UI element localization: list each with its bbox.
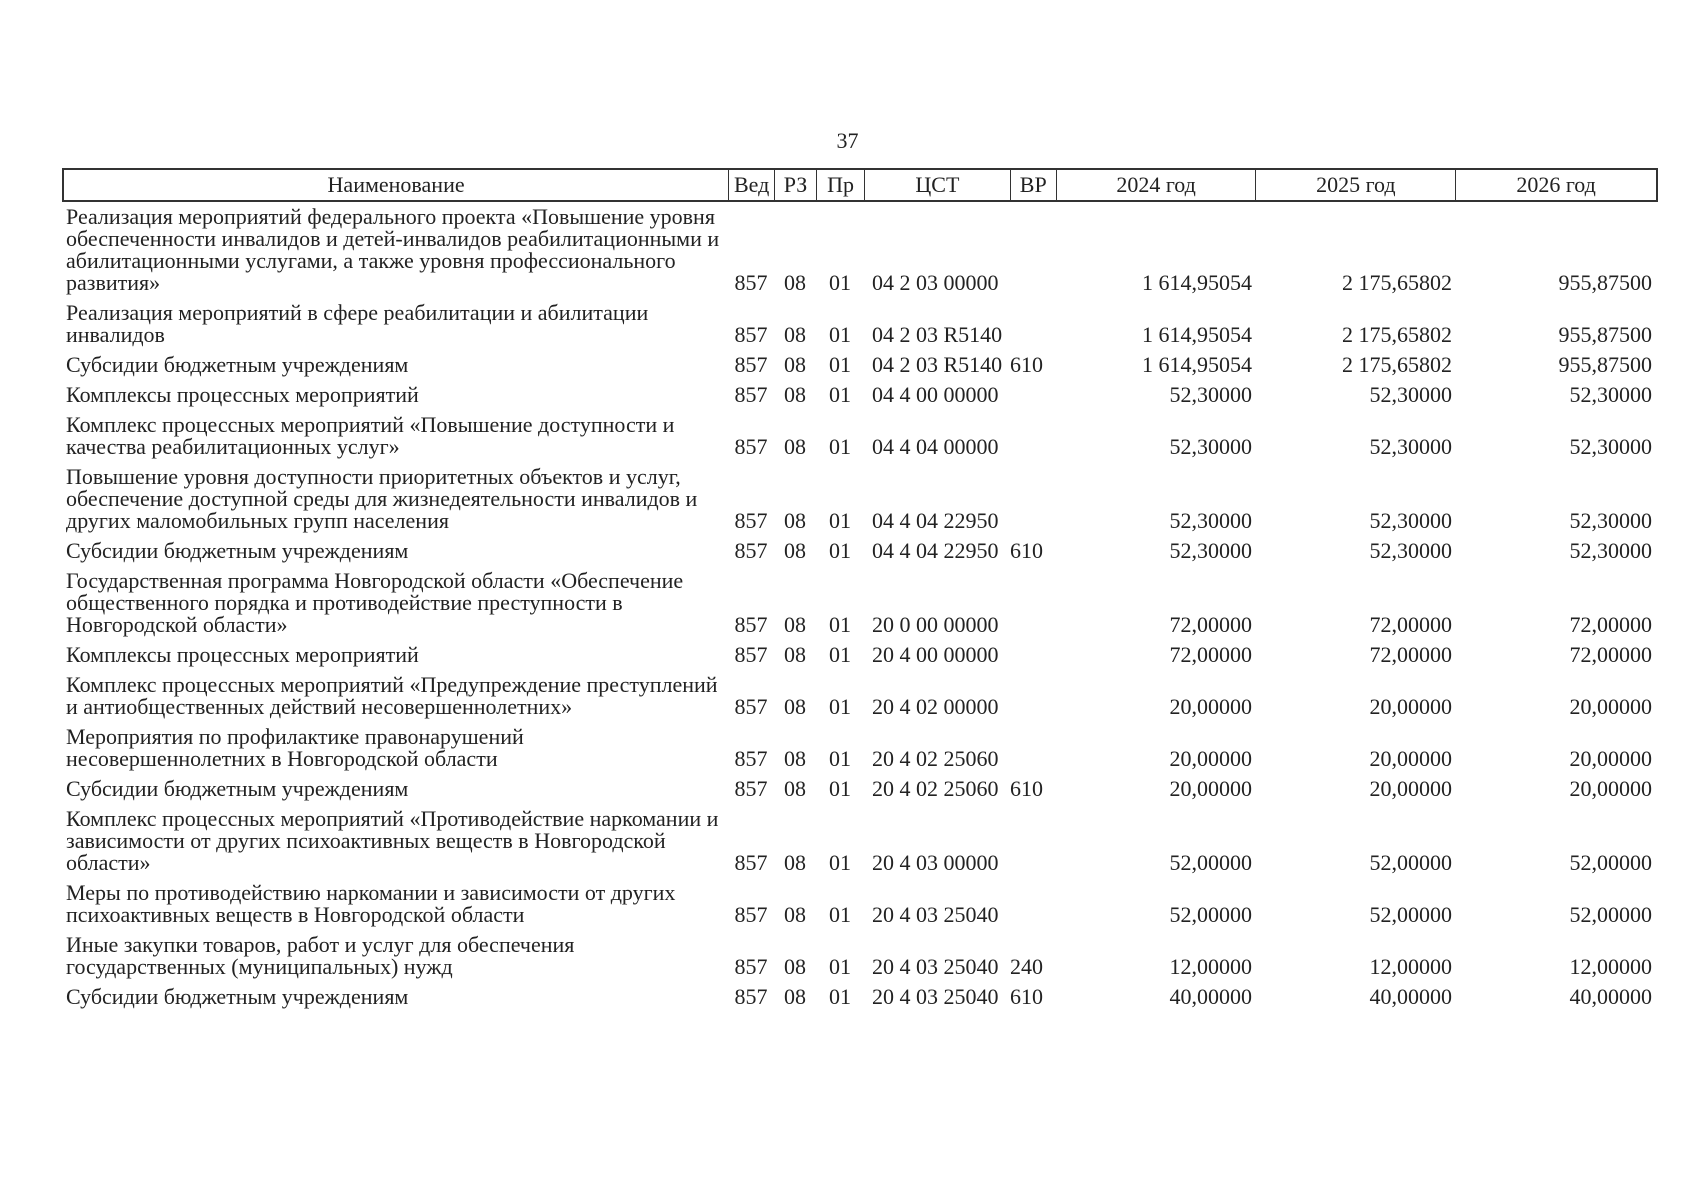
row-2024: 52,30000	[1169, 508, 1252, 533]
header-2026: 2026 год	[1516, 172, 1596, 197]
row-ved: 857	[734, 382, 768, 407]
row-rz: 08	[784, 352, 806, 377]
row-pr: 01	[829, 322, 851, 347]
row-2026: 52,30000	[1569, 538, 1652, 563]
row-cst: 20 4 00 00000	[872, 642, 999, 667]
table-row	[62, 808, 1658, 874]
row-rz: 08	[784, 850, 806, 875]
row-2025: 20,00000	[1369, 776, 1452, 801]
row-ved: 857	[734, 434, 768, 459]
row-name: Комплексы процессных мероприятий	[66, 642, 419, 667]
row-2025: 20,00000	[1369, 694, 1452, 719]
header-2025: 2025 год	[1256, 170, 1456, 200]
row-ved: 857	[734, 322, 768, 347]
header-rz: РЗ	[775, 170, 817, 200]
row-cst: 20 4 02 25060	[872, 776, 999, 801]
row-name: Комплекс процессных мероприятий «Повышение доступности и качества реабилитационных услуг»	[66, 412, 675, 459]
row-ved: 857	[734, 984, 768, 1009]
table-row	[62, 302, 1658, 346]
row-2025: 2 175,65802	[1342, 270, 1452, 295]
row-2026: 52,30000	[1569, 508, 1652, 533]
row-vr: 240	[1010, 954, 1043, 979]
row-2024: 52,30000	[1169, 434, 1252, 459]
row-rz: 08	[784, 694, 806, 719]
row-rz: 08	[784, 984, 806, 1009]
row-rz: 08	[784, 612, 806, 637]
row-name: Повышение уровня доступности приоритетных объектов и услуг, обеспечение доступной среды для жизнедеятельности инвалидов и других маломобильных групп населения	[66, 464, 698, 533]
row-name: Меры по противодействию наркомании и зависимости от других психоактивных веществ в Новгородской области	[66, 880, 676, 927]
row-2025: 2 175,65802	[1342, 322, 1452, 347]
row-pr: 01	[829, 538, 851, 563]
row-cst: 20 0 00 00000	[872, 612, 999, 637]
row-2026: 20,00000	[1569, 776, 1652, 801]
row-cst: 20 4 03 25040	[872, 902, 999, 927]
table-header	[62, 168, 1658, 202]
row-2026: 52,30000	[1569, 434, 1652, 459]
row-name: Субсидии бюджетным учреждениям	[66, 538, 409, 563]
row-pr: 01	[829, 954, 851, 979]
row-2026: 52,30000	[1569, 382, 1652, 407]
header-ved: Вед	[729, 170, 775, 200]
row-pr: 01	[829, 642, 851, 667]
row-ved: 857	[734, 508, 768, 533]
row-2024: 52,00000	[1169, 850, 1252, 875]
row-rz: 08	[784, 954, 806, 979]
row-rz: 08	[784, 902, 806, 927]
row-2024: 52,30000	[1169, 538, 1252, 563]
row-2025: 52,00000	[1369, 850, 1452, 875]
row-ved: 857	[734, 642, 768, 667]
row-2025: 52,00000	[1369, 902, 1452, 927]
row-2024: 20,00000	[1169, 694, 1252, 719]
row-pr: 01	[829, 902, 851, 927]
row-2026: 955,87500	[1558, 352, 1652, 377]
row-rz: 08	[784, 776, 806, 801]
row-2024: 1 614,95054	[1142, 352, 1252, 377]
row-cst: 20 4 03 25040	[872, 984, 999, 1009]
row-pr: 01	[829, 746, 851, 771]
row-2026: 72,00000	[1569, 612, 1652, 637]
row-2024: 52,00000	[1169, 902, 1252, 927]
row-name: Иные закупки товаров, работ и услуг для обеспечения государственных (муниципальных) нужд	[66, 932, 575, 979]
row-pr: 01	[829, 270, 851, 295]
row-ved: 857	[734, 538, 768, 563]
row-rz: 08	[784, 538, 806, 563]
row-pr: 01	[829, 612, 851, 637]
row-name: Комплекс процессных мероприятий «Противодействие наркомании и зависимости от других психоактивных веществ в Новгородской области»	[66, 806, 719, 875]
row-rz: 08	[784, 382, 806, 407]
row-name: Мероприятия по профилактике правонарушений несовершеннолетних в Новгородской области	[66, 724, 524, 771]
row-2026: 955,87500	[1558, 322, 1652, 347]
row-2026: 955,87500	[1558, 270, 1652, 295]
row-ved: 857	[734, 954, 768, 979]
row-name: Реализация мероприятий федерального проекта «Повышение уровня обеспеченности инвалидов и детей-инвалидов реабилитационными и абилитационными услугами, а также уровня профессионального развития»	[66, 204, 720, 295]
row-rz: 08	[784, 746, 806, 771]
row-pr: 01	[829, 382, 851, 407]
row-2026: 20,00000	[1569, 746, 1652, 771]
row-2025: 52,30000	[1369, 434, 1452, 459]
row-ved: 857	[734, 776, 768, 801]
row-pr: 01	[829, 352, 851, 377]
row-2026: 72,00000	[1569, 642, 1652, 667]
row-cst: 04 2 03 R5140	[872, 322, 1003, 347]
table-row	[62, 882, 1658, 926]
table-row	[62, 778, 1658, 800]
row-cst: 04 2 03 R5140	[872, 352, 1003, 377]
row-name: Субсидии бюджетным учреждениям	[66, 776, 409, 801]
row-cst: 04 4 00 00000	[872, 382, 999, 407]
row-pr: 01	[829, 850, 851, 875]
table-row	[62, 644, 1658, 666]
row-2026: 20,00000	[1569, 694, 1652, 719]
row-2025: 12,00000	[1369, 954, 1452, 979]
row-rz: 08	[784, 508, 806, 533]
table-row	[62, 540, 1658, 562]
row-2025: 2 175,65802	[1342, 352, 1452, 377]
row-ved: 857	[734, 612, 768, 637]
row-vr: 610	[1010, 538, 1043, 563]
row-2025: 72,00000	[1369, 612, 1452, 637]
row-pr: 01	[829, 434, 851, 459]
row-2025: 40,00000	[1369, 984, 1452, 1009]
table-row	[62, 466, 1658, 532]
row-2025: 72,00000	[1369, 642, 1452, 667]
row-pr: 01	[829, 776, 851, 801]
row-ved: 857	[734, 746, 768, 771]
row-2024: 1 614,95054	[1142, 322, 1252, 347]
page-number: 37	[836, 128, 859, 153]
table-row	[62, 354, 1658, 376]
row-cst: 20 4 03 00000	[872, 850, 999, 875]
row-cst: 04 4 04 00000	[872, 434, 999, 459]
row-cst: 20 4 02 25060	[872, 746, 999, 771]
header-pr: Пр	[817, 170, 865, 200]
row-2026: 40,00000	[1569, 984, 1652, 1009]
row-name: Комплексы процессных мероприятий	[66, 382, 419, 407]
row-ved: 857	[734, 850, 768, 875]
row-2024: 20,00000	[1169, 746, 1252, 771]
row-2025: 52,30000	[1369, 508, 1452, 533]
table-row	[62, 934, 1658, 978]
header-name: Наименование	[64, 170, 729, 200]
row-rz: 08	[784, 270, 806, 295]
row-vr: 610	[1010, 352, 1043, 377]
row-rz: 08	[784, 434, 806, 459]
row-2026: 12,00000	[1569, 954, 1652, 979]
table-row	[62, 384, 1658, 406]
table-body	[62, 206, 1658, 1008]
row-2024: 72,00000	[1169, 612, 1252, 637]
row-name: Государственная программа Новгородской области «Обеспечение общественного порядка и противодействие преступности в Новгородской области»	[66, 568, 684, 637]
row-cst: 04 4 04 22950	[872, 508, 999, 533]
row-2024: 40,00000	[1169, 984, 1252, 1009]
row-pr: 01	[829, 694, 851, 719]
table-row	[62, 674, 1658, 718]
row-vr: 610	[1010, 984, 1043, 1009]
row-pr: 01	[829, 508, 851, 533]
row-2024: 1 614,95054	[1142, 270, 1252, 295]
table-row	[62, 570, 1658, 636]
row-pr: 01	[829, 984, 851, 1009]
row-2024: 72,00000	[1169, 642, 1252, 667]
table-row	[62, 986, 1658, 1008]
row-name: Субсидии бюджетным учреждениям	[66, 984, 409, 1009]
row-cst: 04 2 03 00000	[872, 270, 999, 295]
row-name: Комплекс процессных мероприятий «Предупреждение преступлений и антиобщественных действий несовершеннолетних»	[66, 672, 718, 719]
row-2026: 52,00000	[1569, 850, 1652, 875]
budget-table	[62, 168, 1658, 1016]
row-cst: 04 4 04 22950	[872, 538, 999, 563]
header-vr: ВР	[1011, 170, 1057, 200]
row-ved: 857	[734, 694, 768, 719]
row-2024: 52,30000	[1169, 382, 1252, 407]
row-rz: 08	[784, 642, 806, 667]
row-2024: 20,00000	[1169, 776, 1252, 801]
row-vr: 610	[1010, 776, 1043, 801]
row-rz: 08	[784, 322, 806, 347]
row-2026: 52,00000	[1569, 902, 1652, 927]
row-ved: 857	[734, 352, 768, 377]
row-2025: 52,30000	[1369, 538, 1452, 563]
row-cst: 20 4 02 00000	[872, 694, 999, 719]
row-name: Реализация мероприятий в сфере реабилитации и абилитации инвалидов	[66, 300, 649, 347]
row-2024: 12,00000	[1169, 954, 1252, 979]
row-ved: 857	[734, 902, 768, 927]
row-name: Субсидии бюджетным учреждениям	[66, 352, 409, 377]
row-2025: 20,00000	[1369, 746, 1452, 771]
table-row	[62, 726, 1658, 770]
table-row	[62, 206, 1658, 294]
row-2025: 52,30000	[1369, 382, 1452, 407]
header-2024: 2024 год	[1057, 170, 1257, 200]
row-ved: 857	[734, 270, 768, 295]
table-row	[62, 414, 1658, 458]
header-cst: ЦСТ	[865, 170, 1011, 200]
row-cst: 20 4 03 25040	[872, 954, 999, 979]
